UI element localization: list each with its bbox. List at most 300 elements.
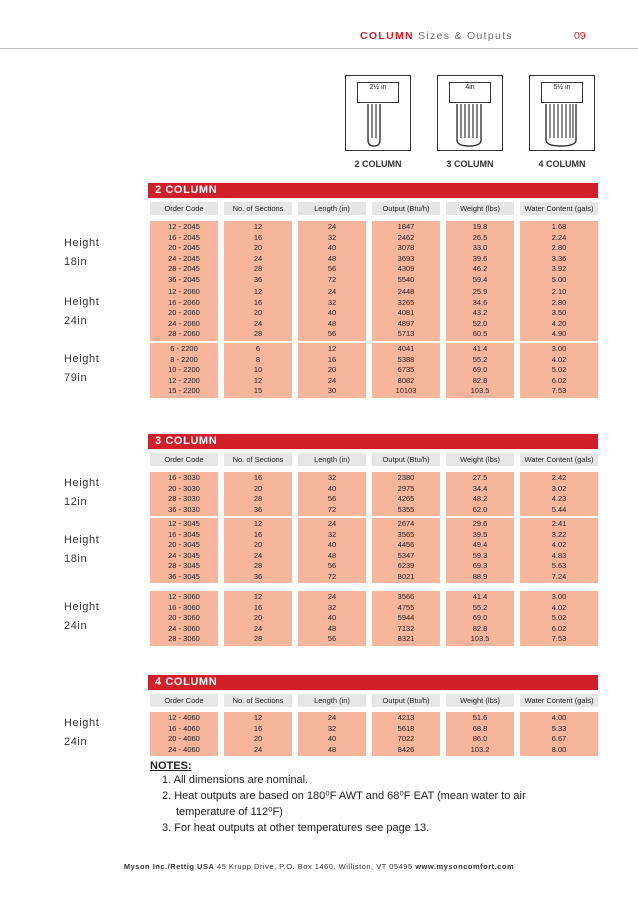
table-cell: 7022 [397, 734, 415, 743]
data-column-length [298, 518, 366, 583]
website-link[interactable]: www.mysoncomfort.com [415, 862, 515, 871]
table-cell: 4897 [397, 318, 415, 328]
table-cell: 20 - 3030 [168, 483, 200, 493]
table-cell: 1.68 [551, 222, 567, 231]
data-column-output [372, 518, 440, 583]
table-cell: 3.50 [551, 308, 567, 317]
data-column-code [150, 591, 218, 646]
table-cell: 48 [327, 550, 337, 560]
dimension-label: 4in [449, 82, 491, 103]
table-cell: 2975 [397, 483, 415, 493]
table-cell: 39.5 [472, 529, 488, 539]
data-column-length [298, 221, 366, 286]
data-column-sections [224, 286, 292, 341]
table-cell: 28 [253, 329, 263, 338]
table-cell: 41.4 [472, 592, 488, 601]
table-cell: 5.02 [551, 365, 567, 374]
section-title: 4 COLUMN [148, 675, 598, 690]
table-cell: 20 - 2045 [168, 243, 200, 252]
table-cell: 15 - 2200 [168, 386, 200, 395]
radiator-3-column-icon [450, 102, 490, 148]
table-cell: 48 [327, 623, 337, 633]
table-cell: 24 - 2060 [168, 318, 200, 328]
table-cell: 16 - 2060 [168, 297, 200, 307]
table-cell: 1847 [397, 222, 415, 231]
table-cell: 8082 [397, 375, 415, 385]
table-cell: 36 [253, 274, 263, 284]
table-cell: 3.00 [551, 592, 567, 601]
table-cell: 51.6 [472, 713, 488, 722]
table-cell: 82.8 [472, 623, 488, 633]
height-label [64, 234, 99, 272]
table-cell: 5.00 [551, 274, 567, 284]
table-cell: 6735 [397, 365, 415, 374]
table-cell: 2.80 [551, 297, 567, 307]
table-cell: 82.8 [472, 375, 488, 385]
table-cell: 40 [327, 243, 337, 252]
data-column-weight [446, 221, 514, 286]
table-cell: 16 - 2045 [168, 232, 200, 242]
notes-block [150, 760, 526, 836]
height-value: 18in [64, 255, 88, 268]
table-cell: 36 - 3030 [168, 504, 200, 514]
table-cell: 12 [253, 519, 263, 528]
table-cell: 2.10 [551, 287, 567, 296]
table-cell: 24 [327, 713, 337, 722]
table-cell: 5347 [397, 550, 415, 560]
data-column-output [372, 591, 440, 646]
table-cell: 3.22 [551, 529, 567, 539]
table-cell: 3565 [397, 529, 415, 539]
data-column-code [150, 472, 218, 516]
table-cell: 16 [253, 602, 263, 612]
column-header: Output (Btu/h) [372, 202, 440, 215]
column-header: Length (in) [298, 453, 366, 466]
page-heading [360, 30, 513, 42]
radiator-2-column-diagram [345, 75, 411, 151]
table-cell: 4.23 [551, 494, 567, 503]
column-header: No. of Sections [224, 453, 292, 466]
table-cell: 49.4 [472, 540, 488, 549]
height-word: Height [64, 477, 100, 489]
column-header: Order Code [150, 453, 218, 466]
table-cell: 20 [253, 734, 263, 743]
radiator-2-column-icon [358, 102, 398, 148]
column-header: Output (Btu/h) [372, 453, 440, 466]
data-column-weight [446, 343, 514, 398]
data-column-length [298, 472, 366, 516]
height-word: Height [64, 353, 100, 366]
table-cell: 69.3 [472, 561, 488, 570]
table-cell: 24 [327, 592, 337, 601]
table-cell: 59.3 [472, 550, 488, 560]
table-cell: 16 [253, 723, 263, 733]
table-cell: 12 - 4060 [168, 713, 200, 722]
dimension-label: 5½ in [541, 82, 583, 103]
data-column-length [298, 286, 366, 341]
table-cell: 2462 [397, 232, 415, 242]
table-cell: 30 [327, 386, 337, 395]
table-cell: 16 [253, 529, 263, 539]
table-cell: 8 [255, 354, 261, 364]
data-column-output [372, 712, 440, 756]
table-cell: 4.83 [551, 550, 567, 560]
table-cell: 32 [327, 723, 337, 733]
table-cell: 12 - 2200 [168, 375, 200, 385]
table-cell: 19.8 [472, 222, 488, 231]
table-cell: 24 [327, 287, 337, 296]
column-header: Length (in) [298, 694, 366, 707]
table-cell: 12 - 3045 [168, 519, 200, 528]
height-value: 24in [64, 315, 88, 328]
table-cell: 33.0 [472, 243, 488, 252]
note-item: 3. For heat outputs at other temperatures see page 13. [162, 822, 430, 834]
table-cell: 56 [327, 264, 337, 273]
data-column-code [150, 518, 218, 583]
height-label [64, 350, 99, 388]
table-cell: 69.0 [472, 365, 488, 374]
table-cell: 4213 [397, 713, 415, 722]
data-column-sections [224, 221, 292, 286]
table-cell: 16 - 4060 [168, 723, 200, 733]
data-column-output [372, 221, 440, 286]
table-cell: 32 [327, 232, 337, 242]
table-cell: 6 [255, 344, 261, 353]
table-cell: 62.0 [472, 504, 488, 514]
height-word: Height [64, 236, 100, 249]
table-cell: 48.2 [472, 494, 488, 503]
table-cell: 4.02 [551, 602, 567, 612]
table-cell: 103.5 [470, 386, 490, 395]
table-cell: 16 - 3060 [168, 602, 200, 612]
table-cell: 28 [253, 561, 263, 570]
table-cell: 28 - 3060 [168, 634, 200, 643]
data-column-water [520, 221, 598, 286]
table-cell: 12 [253, 222, 263, 231]
table-cell: 34.4 [472, 483, 488, 493]
table-cell: 4041 [397, 344, 415, 353]
table-cell: 72 [327, 274, 337, 284]
table-cell: 12 [253, 287, 263, 296]
table-cell: 41.4 [472, 344, 488, 353]
table-cell: 16 - 3045 [168, 529, 200, 539]
table-cell: 2380 [397, 473, 415, 482]
data-column-length [298, 591, 366, 646]
column-header: Order Code [150, 202, 218, 215]
table-cell: 28 - 2060 [168, 329, 200, 338]
heading-strong: COLUMN [360, 30, 414, 42]
data-column-sections [224, 591, 292, 646]
table-cell: 3265 [397, 297, 415, 307]
table-cell: 20 [253, 243, 263, 252]
table-cell: 28 - 3045 [168, 561, 200, 570]
height-label [64, 293, 99, 331]
table-cell: 56 [327, 634, 337, 643]
height-value: 79in [64, 372, 88, 385]
table-cell: 48 [327, 318, 337, 328]
table-cell: 40 [327, 540, 337, 549]
table-cell: 24 [253, 744, 263, 754]
table-cell: 3566 [397, 592, 415, 601]
diagram-caption: 4 COLUMN [538, 159, 586, 169]
radiator-4-column-icon [542, 102, 582, 148]
data-column-water [520, 712, 598, 756]
table-cell: 59.4 [472, 274, 488, 284]
table-cell: 56 [327, 561, 337, 570]
table-cell: 4.00 [551, 713, 567, 722]
table-cell: 7132 [397, 623, 415, 633]
table-cell: 20 - 3045 [168, 540, 200, 549]
data-column-weight [446, 712, 514, 756]
table-cell: 28 [253, 494, 263, 503]
notes-title: NOTES: [150, 760, 192, 772]
table-cell: 20 [253, 540, 263, 549]
table-cell: 12 [253, 592, 263, 601]
page-footer [0, 862, 638, 871]
table-cell: 12 - 2060 [168, 287, 200, 296]
table-cell: 5713 [397, 329, 415, 338]
data-column-code [150, 286, 218, 341]
table-cell: 5618 [397, 723, 415, 733]
column-header: No. of Sections [224, 694, 292, 707]
data-column-output [372, 286, 440, 341]
table-cell: 32 [327, 529, 337, 539]
table-cell: 7.24 [551, 571, 567, 581]
data-column-output [372, 343, 440, 398]
table-cell: 55.2 [472, 354, 488, 364]
data-column-weight [446, 286, 514, 341]
table-cell: 5.02 [551, 613, 567, 622]
table-cell: 25.9 [472, 287, 488, 296]
table-cell: 16 [253, 297, 263, 307]
table-cell: 8426 [397, 744, 415, 754]
table-cell: 72 [327, 504, 337, 514]
table-cell: 4755 [397, 602, 415, 612]
data-column-length [298, 343, 366, 398]
table-cell: 27.5 [472, 473, 488, 482]
table-cell: 48 [327, 253, 337, 263]
table-cell: 2.24 [551, 232, 567, 242]
table-cell: 3.92 [551, 264, 567, 273]
data-column-water [520, 286, 598, 341]
table-cell: 29.6 [472, 519, 488, 528]
table-cell: 5355 [397, 504, 415, 514]
table-cell: 32 [327, 602, 337, 612]
diagram-caption: 3 COLUMN [446, 159, 494, 169]
table-cell: 52.0 [472, 318, 488, 328]
page-header [0, 28, 638, 48]
height-word: Height [64, 601, 100, 614]
data-column-length [298, 712, 366, 756]
table-cell: 40 [327, 483, 337, 493]
table-cell: 20 [253, 483, 263, 493]
table-cell: 3078 [397, 243, 415, 252]
table-cell: 12 - 2045 [168, 222, 200, 231]
table-cell: 20 - 2060 [168, 308, 200, 317]
table-cell: 5.44 [551, 504, 567, 514]
table-cell: 12 [253, 375, 263, 385]
table-cell: 24 [253, 318, 263, 328]
table-cell: 40 [327, 734, 337, 743]
table-cell: 88.9 [472, 571, 488, 581]
data-column-sections [224, 712, 292, 756]
table-cell: 55.2 [472, 602, 488, 612]
table-cell: 40 [327, 308, 337, 317]
column-header: Water Content (gals) [520, 453, 598, 466]
data-column-output [372, 472, 440, 516]
table-cell: 24 [253, 550, 263, 560]
table-cell: 2.80 [551, 243, 567, 252]
height-label [64, 531, 99, 569]
note-item: 1. All dimensions are nominal. [162, 774, 309, 786]
table-cell: 24 [253, 253, 263, 263]
table-cell: 5388 [397, 354, 415, 364]
column-header: Weight (lbs) [446, 453, 514, 466]
table-cell: 48 [327, 744, 337, 754]
table-cell: 34.6 [472, 297, 488, 307]
column-header: Weight (lbs) [446, 694, 514, 707]
table-cell: 36 [253, 504, 263, 514]
data-column-water [520, 343, 598, 398]
radiator-4-column-diagram [529, 75, 595, 151]
table-cell: 103.5 [470, 634, 490, 643]
table-cell: 20 [253, 613, 263, 622]
table-cell: 2448 [397, 287, 415, 296]
table-cell: 6.02 [551, 623, 567, 633]
height-word: Height [64, 717, 100, 729]
table-cell: 12 [327, 344, 337, 353]
data-column-sections [224, 518, 292, 583]
table-cell: 3.00 [551, 344, 567, 353]
table-cell: 2.42 [551, 473, 567, 482]
table-cell: 16 [253, 473, 263, 482]
column-header: Water Content (gals) [520, 202, 598, 215]
table-cell: 16 [253, 232, 263, 242]
column-header: Weight (lbs) [446, 202, 514, 215]
table-cell: 10 - 2200 [168, 365, 200, 374]
data-column-water [520, 472, 598, 516]
dimension-label: 2½ in [357, 82, 399, 103]
column-header: Water Content (gals) [520, 694, 598, 707]
table-cell: 24 [327, 519, 337, 528]
height-value: 12in [64, 496, 88, 508]
table-cell: 8321 [397, 634, 415, 643]
table-cell: 24 [327, 222, 337, 231]
table-cell: 36 - 3045 [168, 571, 200, 581]
table-cell: 6.67 [551, 734, 567, 743]
height-value: 18in [64, 552, 88, 565]
section-title: 3 COLUMN [148, 434, 598, 449]
table-cell: 24 [253, 623, 263, 633]
data-column-code [150, 221, 218, 286]
table-cell: 16 - 3030 [168, 473, 200, 482]
table-cell: 28 [253, 634, 263, 643]
table-cell: 16 [327, 354, 337, 364]
table-cell: 24 - 3045 [168, 550, 200, 560]
table-cell: 24 [327, 375, 337, 385]
table-cell: 56 [327, 494, 337, 503]
radiator-3-column-diagram [437, 75, 503, 151]
table-cell: 20 [327, 365, 337, 374]
data-column-sections [224, 343, 292, 398]
table-cell: 68.8 [472, 723, 488, 733]
table-cell: 6239 [397, 561, 415, 570]
table-cell: 36 [253, 571, 263, 581]
height-value: 24in [64, 736, 88, 748]
company-address: 45 Krupp Drive, P.O. Box 1460, Williston, VT 05495 [216, 862, 413, 871]
table-cell: 20 - 3060 [168, 613, 200, 622]
table-cell: 60.5 [472, 329, 488, 338]
table-cell: 12 [253, 713, 263, 722]
heading-light: Sizes & Outputs [418, 30, 513, 42]
table-cell: 24 - 3060 [168, 623, 200, 633]
table-cell: 24 - 4060 [168, 744, 200, 754]
table-cell: 7.53 [551, 634, 567, 643]
table-cell: 15 [253, 386, 263, 395]
table-cell: 8021 [397, 571, 415, 581]
table-cell: 4.20 [551, 318, 567, 328]
note-item-continuation: temperature of 112⁰F) [176, 806, 283, 818]
table-cell: 8 - 2200 [170, 354, 198, 364]
height-word: Height [64, 296, 100, 309]
height-label [64, 598, 99, 636]
company-name: Myson Inc./Rettig USA [123, 862, 215, 871]
table-cell: 28 - 3030 [168, 494, 200, 503]
table-cell: 6.02 [551, 375, 567, 385]
table-cell: 28 [253, 264, 263, 273]
table-cell: 20 - 4060 [168, 734, 200, 743]
table-cell: 86.0 [472, 734, 488, 743]
table-cell: 3.02 [551, 483, 567, 493]
page-number: 09 [574, 30, 586, 42]
data-column-weight [446, 591, 514, 646]
table-cell: 4265 [397, 494, 415, 503]
table-cell: 69.0 [472, 613, 488, 622]
column-header: Output (Btu/h) [372, 694, 440, 707]
table-cell: 24 - 2045 [168, 253, 200, 263]
data-column-water [520, 591, 598, 646]
data-column-weight [446, 518, 514, 583]
height-label [64, 714, 99, 752]
table-cell: 28 - 2045 [168, 264, 200, 273]
table-cell: 4081 [397, 308, 415, 317]
header-divider [0, 48, 638, 49]
diagram-caption: 2 COLUMN [354, 159, 402, 169]
table-cell: 8.00 [551, 744, 567, 754]
table-cell: 5944 [397, 613, 415, 622]
table-cell: 12 - 3060 [168, 592, 200, 601]
data-column-weight [446, 472, 514, 516]
table-cell: 5.33 [551, 723, 567, 733]
column-header: Length (in) [298, 202, 366, 215]
table-cell: 10103 [395, 386, 417, 395]
height-label [64, 474, 99, 512]
table-cell: 4.90 [551, 329, 567, 338]
data-column-code [150, 712, 218, 756]
table-cell: 10 [253, 365, 263, 374]
table-cell: 2.41 [551, 519, 567, 528]
table-cell: 43.2 [472, 308, 488, 317]
table-cell: 103.2 [470, 744, 490, 754]
column-header: Order Code [150, 694, 218, 707]
table-cell: 4456 [397, 540, 415, 549]
section-title: 2 COLUMN [148, 183, 598, 198]
table-cell: 72 [327, 571, 337, 581]
data-column-code [150, 343, 218, 398]
table-cell: 36 - 2045 [168, 274, 200, 284]
table-cell: 39.6 [472, 253, 488, 263]
table-cell: 56 [327, 329, 337, 338]
